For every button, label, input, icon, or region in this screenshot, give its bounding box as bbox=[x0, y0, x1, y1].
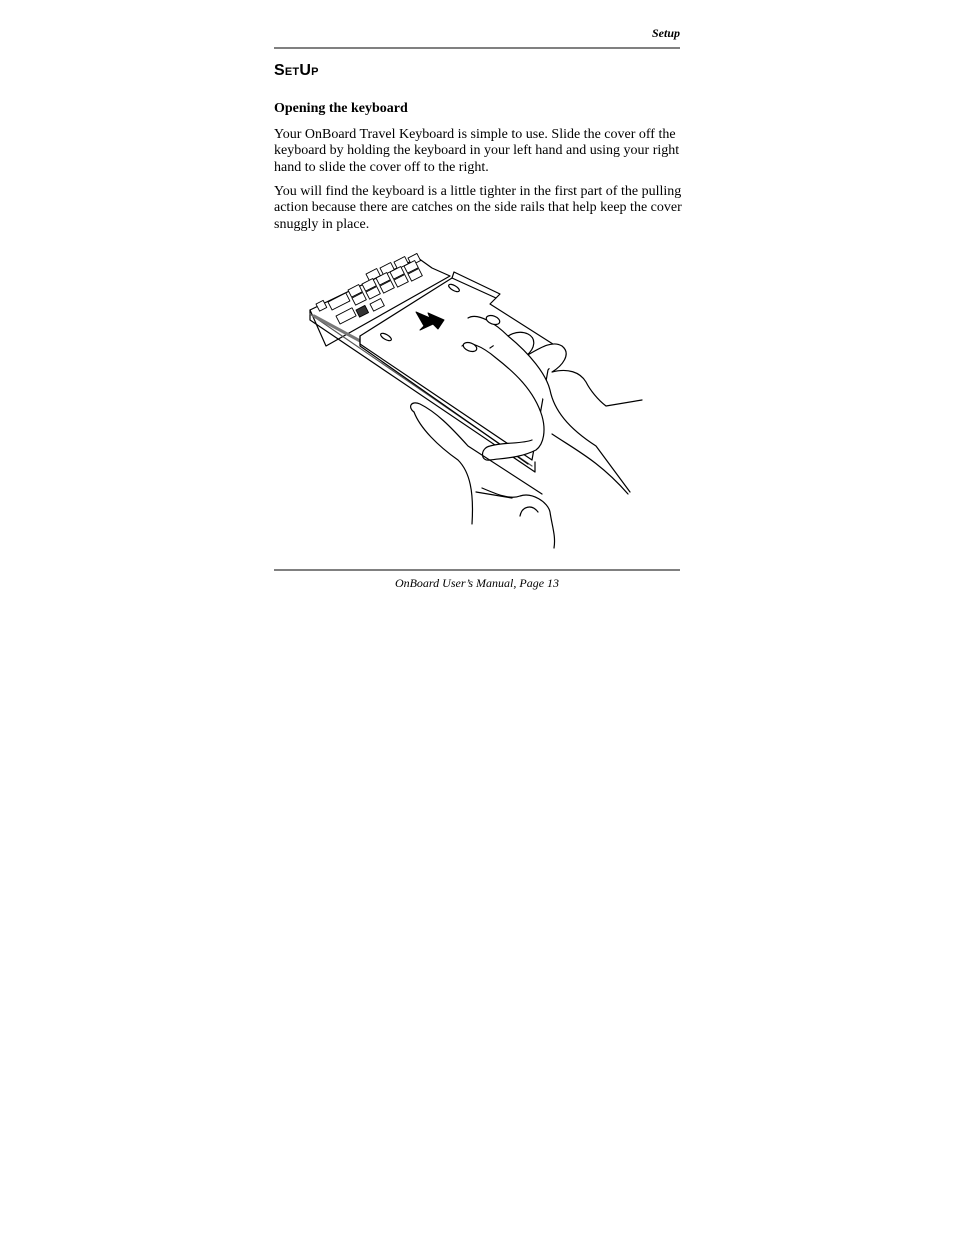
page-footer: OnBoard User’s Manual, Page 13 bbox=[394, 576, 560, 590]
keyboard-cover-illustration bbox=[300, 250, 650, 550]
running-header: Setup bbox=[651, 26, 680, 40]
paragraph-2: You will find the keyboard is a little tighter in the first part of the pulling action because there are catches on the side rails that help keep the cover snuggly in place. bbox=[274, 184, 682, 232]
section-title: SetUp bbox=[274, 62, 319, 79]
subheading: Opening the keyboard bbox=[274, 101, 408, 116]
header-rule bbox=[274, 47, 680, 49]
footer-rule bbox=[274, 569, 680, 571]
paragraph-1: Your OnBoard Travel Keyboard is simple to use. Slide the cover off the keyboard by holding the keyboard in your left hand and using your right hand to slide the cover off to the right. bbox=[274, 127, 680, 175]
